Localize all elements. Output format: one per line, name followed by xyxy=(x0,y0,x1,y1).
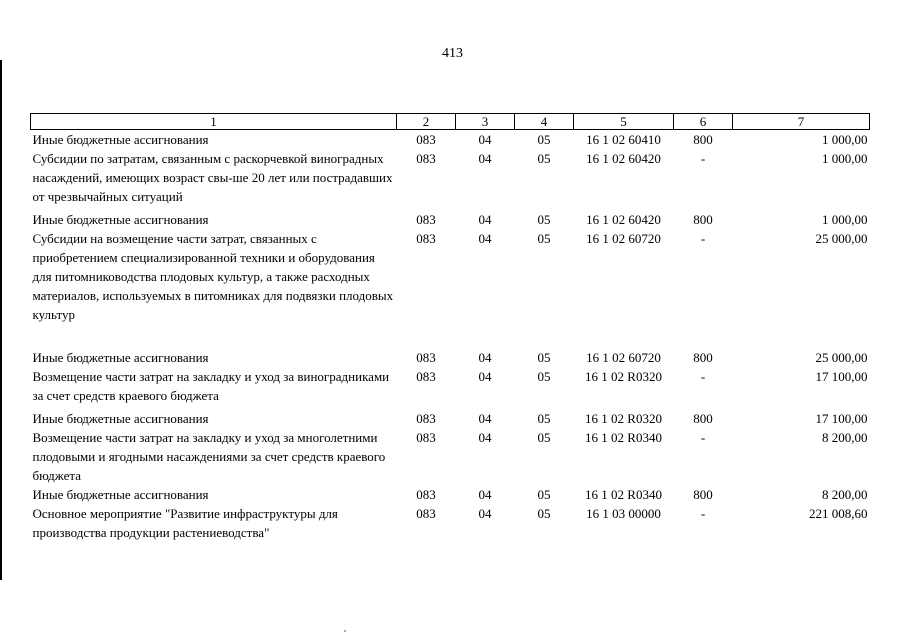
header-col-6: 6 xyxy=(674,114,733,130)
row-rz: 04 xyxy=(478,151,492,166)
row-rz: 04 xyxy=(478,231,492,246)
row-vr: 800 xyxy=(693,487,713,502)
row-pr: 05 xyxy=(537,350,551,365)
row-grbs: 083 xyxy=(416,487,436,502)
table-row xyxy=(31,348,870,367)
row-grbs: 083 xyxy=(416,132,436,147)
header-col-5: 5 xyxy=(574,114,674,130)
table-row xyxy=(31,409,870,428)
row-csr: 16 1 02 60720 xyxy=(586,231,661,246)
row-csr: 16 1 02 R0320 xyxy=(585,369,662,384)
row-rz: 04 xyxy=(478,411,492,426)
row-csr: 16 1 02 60420 xyxy=(586,212,661,227)
row-pr: 05 xyxy=(537,506,551,521)
header-col-2: 2 xyxy=(397,114,456,130)
table-row xyxy=(31,428,870,485)
table-row xyxy=(31,485,870,504)
header-col-4: 4 xyxy=(515,114,574,130)
row-csr: 16 1 02 R0340 xyxy=(585,487,662,502)
header-col-1: 1 xyxy=(31,114,397,130)
row-name: Субсидии по затратам, связанным с раскорчевкой виноградных насаждений, имеющих возраст свы-ше 20 лет или пострадавших от чрезвычайных ситуаций xyxy=(32,151,393,204)
row-name: Возмещение части затрат на закладку и уход за виноградниками за счет средств краевого бюджета xyxy=(32,369,390,403)
row-vr: 800 xyxy=(693,350,713,365)
row-grbs: 083 xyxy=(416,151,436,166)
row-amount: 221 008,60 xyxy=(809,506,868,521)
row-csr: 16 1 02 60410 xyxy=(586,132,661,147)
row-rz: 04 xyxy=(478,430,492,445)
row-name: Иные бюджетные ассигнования xyxy=(32,132,209,147)
row-vr: - xyxy=(700,231,706,246)
row-amount: 25 000,00 xyxy=(815,350,868,365)
row-amount: 1 000,00 xyxy=(822,132,868,147)
row-name: Иные бюджетные ассигнования xyxy=(32,212,209,227)
row-rz: 04 xyxy=(478,369,492,384)
row-rz: 04 xyxy=(478,506,492,521)
row-rz: 04 xyxy=(478,132,492,147)
row-rz: 04 xyxy=(478,487,492,502)
row-grbs: 083 xyxy=(416,411,436,426)
row-pr: 05 xyxy=(537,411,551,426)
table-row xyxy=(31,229,870,348)
row-csr: 16 1 02 R0320 xyxy=(585,411,662,426)
row-csr: 16 1 02 60720 xyxy=(586,350,661,365)
scan-speck xyxy=(344,630,346,632)
row-pr: 05 xyxy=(537,369,551,384)
row-csr: 16 1 03 00000 xyxy=(586,506,661,521)
row-name: Возмещение части затрат на закладку и уход за многолетними плодовыми и ягодными насаждениями за счет средств краевого бюджета xyxy=(32,430,386,483)
row-name: Иные бюджетные ассигнования xyxy=(32,350,209,365)
row-name: Субсидии на возмещение части затрат, связанных с приобретением специализированной техники и оборудования для питомниководства плодовых культур, а также расходных материалов, используемых в питомниках для подвязки плодовых культур xyxy=(32,231,394,322)
row-vr: - xyxy=(700,151,706,166)
row-grbs: 083 xyxy=(416,430,436,445)
row-csr: 16 1 02 R0340 xyxy=(585,430,662,445)
row-grbs: 083 xyxy=(416,506,436,521)
row-vr: - xyxy=(700,369,706,384)
row-amount: 1 000,00 xyxy=(822,212,868,227)
row-amount: 1 000,00 xyxy=(822,151,868,166)
table-row xyxy=(31,504,870,542)
row-pr: 05 xyxy=(537,231,551,246)
row-vr: 800 xyxy=(693,132,713,147)
row-name: Основное мероприятие "Развитие инфраструктуры для производства продукции растениеводства" xyxy=(32,506,338,540)
row-grbs: 083 xyxy=(416,212,436,227)
row-amount: 17 100,00 xyxy=(815,369,868,384)
row-grbs: 083 xyxy=(416,231,436,246)
row-amount: 8 200,00 xyxy=(822,430,868,445)
header-col-7: 7 xyxy=(733,114,870,130)
row-amount: 25 000,00 xyxy=(815,231,868,246)
row-name: Иные бюджетные ассигнования xyxy=(32,411,209,426)
table-row xyxy=(31,149,870,210)
row-rz: 04 xyxy=(478,350,492,365)
row-vr: 800 xyxy=(693,411,713,426)
row-name: Иные бюджетные ассигнования xyxy=(32,487,209,502)
table-header-row xyxy=(31,114,870,130)
row-grbs: 083 xyxy=(416,369,436,384)
row-vr: 800 xyxy=(693,212,713,227)
scan-left-edge-line xyxy=(0,60,2,580)
page-number: 413 xyxy=(442,46,463,61)
row-pr: 05 xyxy=(537,212,551,227)
table-row xyxy=(31,210,870,229)
table-row xyxy=(31,367,870,409)
row-pr: 05 xyxy=(537,487,551,502)
row-pr: 05 xyxy=(537,430,551,445)
table-row xyxy=(31,130,870,150)
row-pr: 05 xyxy=(537,151,551,166)
row-amount: 17 100,00 xyxy=(815,411,868,426)
budget-table xyxy=(30,113,870,542)
row-rz: 04 xyxy=(478,212,492,227)
row-csr: 16 1 02 60420 xyxy=(586,151,661,166)
header-col-3: 3 xyxy=(456,114,515,130)
row-vr: - xyxy=(700,430,706,445)
row-vr: - xyxy=(700,506,706,521)
row-pr: 05 xyxy=(537,132,551,147)
row-grbs: 083 xyxy=(416,350,436,365)
row-amount: 8 200,00 xyxy=(822,487,868,502)
